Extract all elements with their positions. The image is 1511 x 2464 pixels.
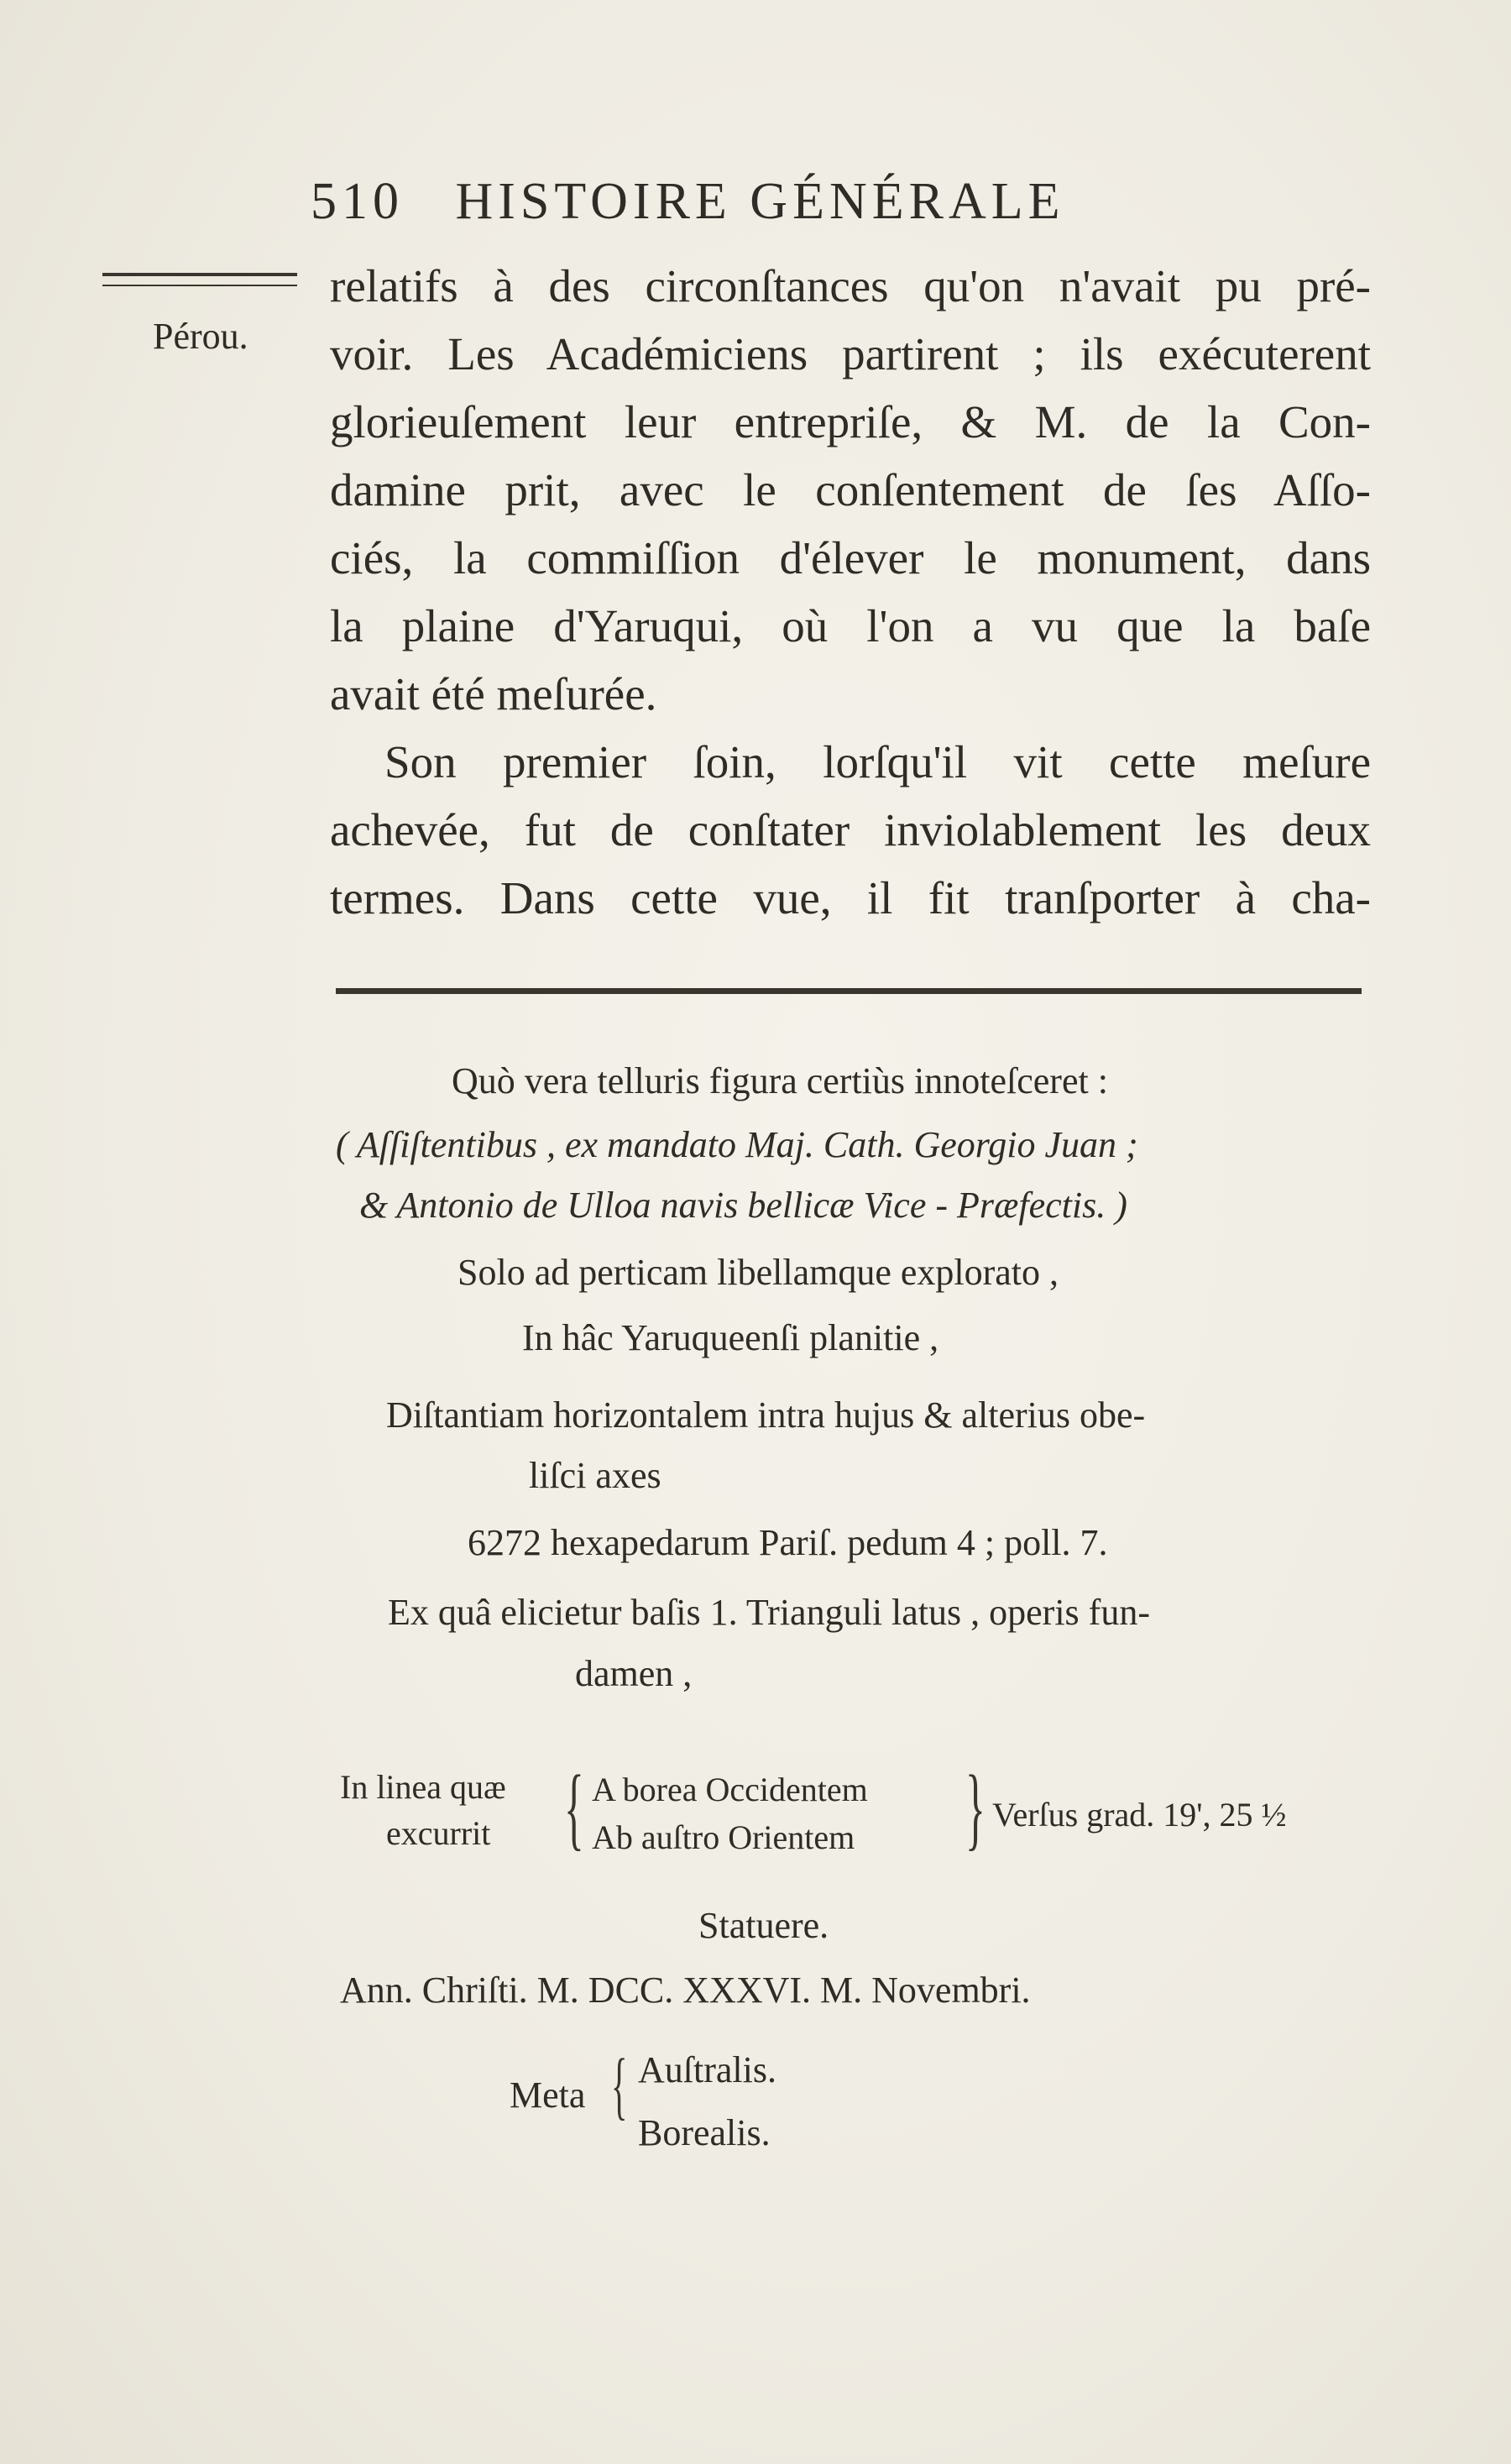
left-brace: { xyxy=(564,1756,584,1859)
section-rule xyxy=(336,988,1362,994)
inscription-line: In hâc Yaruqueenſi planitie , xyxy=(522,1317,939,1358)
body-text xyxy=(330,252,1371,932)
margin-note: Pérou. xyxy=(153,316,248,357)
inscription-line: 6272 hexapedarum Pariſ. pedum 4 ; poll. 7. xyxy=(468,1522,1108,1563)
text-line: avait été meſurée. xyxy=(330,668,657,719)
inscription-line: Ex quâ elicietur baſis 1. Trianguli latus , operis fun- xyxy=(388,1592,1150,1633)
text-line: achevée, fut de conſtater inviolablement les deux xyxy=(330,804,1371,855)
inscription-line: Ab auſtro Orientem xyxy=(592,1818,855,1856)
inscription-line: A borea Occidentem xyxy=(592,1771,868,1808)
text-line: termes. Dans cette vue, il fit tranſporter à cha- xyxy=(330,872,1371,923)
inscription-line: Quò vera telluris figura certiùs innoteſceret : xyxy=(452,1060,1108,1101)
text-line: voir. Les Académiciens partirent ; ils exécuterent xyxy=(330,328,1371,379)
inscription-line: Verſus grad. 19', 25 ½ xyxy=(992,1796,1287,1834)
text-line: glorieuſement leur entrepriſe, & M. de la Con- xyxy=(330,396,1371,447)
text-line: damine prit, avec le conſentement de ſes Aſſo- xyxy=(330,464,1371,515)
text-line: la plaine d'Yaruqui, où l'on a vu que la baſe xyxy=(330,600,1371,651)
margin-ornament-rule xyxy=(102,273,297,286)
text-line: Son premier ſoin, lorſqu'il vit cette meſure xyxy=(384,736,1371,787)
inscription-line: liſci axes xyxy=(529,1455,661,1496)
running-header xyxy=(311,172,1234,232)
inscription-line: Auſtralis. xyxy=(638,2049,776,2090)
inscription-line: Statuere. xyxy=(698,1905,829,1946)
inscription-line: excurrit xyxy=(386,1814,491,1852)
inscription-line: ( Aſſiſtentibus , ex mandato Maj. Cath. Georgio Juan ; xyxy=(336,1124,1138,1165)
inscription-line: Diſtantiam horizontalem intra hujus & alterius obe- xyxy=(386,1394,1146,1436)
text-line: ciés, la commiſſion d'élever le monument, dans xyxy=(330,532,1371,583)
inscription-line: Solo ad perticam libellamque explorato , xyxy=(457,1252,1059,1293)
inscription-line: damen , xyxy=(575,1653,693,1694)
inscription-line: Borealis. xyxy=(638,2112,771,2153)
page-number: 510 xyxy=(311,173,404,230)
right-brace: } xyxy=(965,1756,986,1859)
running-title: HISTOIRE GÉNÉRALE xyxy=(455,173,1065,230)
inscription-line: & Antonio de Ulloa navis bellicæ Vice - Præfectis. ) xyxy=(359,1185,1127,1226)
inscription-line: Meta xyxy=(510,2074,586,2116)
meta-brace: { xyxy=(611,2044,628,2127)
inscription-line: In linea quæ xyxy=(340,1768,506,1806)
text-line: relatifs à des circonſtances qu'on n'avait pu pré- xyxy=(330,260,1371,311)
inscription-line: Ann. Chriſti. M. DCC. XXXVI. M. Novembri. xyxy=(340,1970,1031,2011)
